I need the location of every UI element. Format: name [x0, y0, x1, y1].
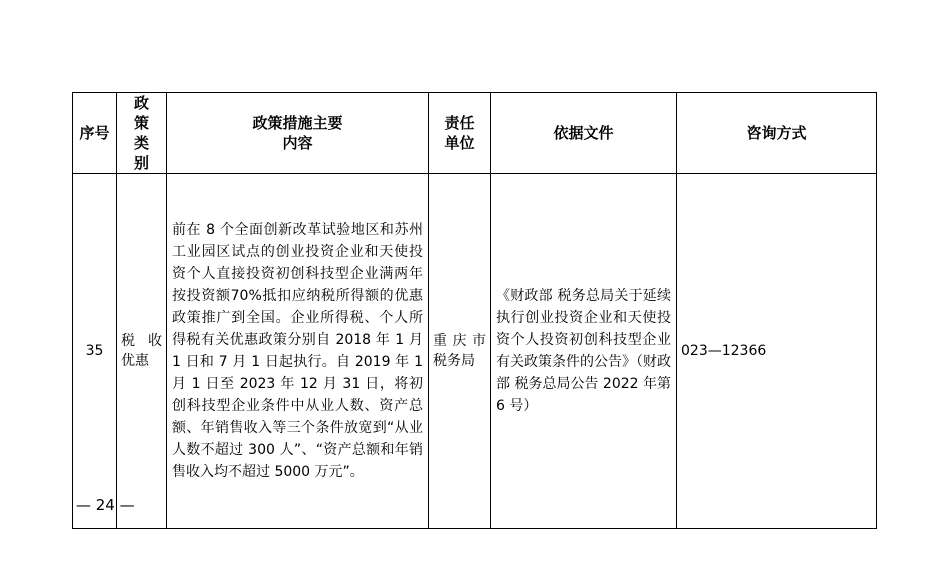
header-doc: 依据文件: [491, 93, 677, 174]
cell-contact: 023—12366: [677, 174, 877, 529]
header-content: 政策措施主要内容: [167, 93, 429, 174]
cell-content: 前在 8 个全面创新改革试验地区和苏州工业园区试点的创业投资企业和天使投资个人直接投资初创科技型企业满两年按投资额70%抵扣应纳税所得额的优惠政策推广到全国。企业所得税、个人所得税有关优惠政策分别自 2018 年 1 月 1 日和 7 月 1 日起执行。自 2019 年 1 月 1 日至 2023 年 12 月 31 日，将初创科技型企业条件中从业人数、资产总额、年销售收入等三个条件放宽到“从业人数不超过 300 人”、“资产总额和年销售收入均不超过 5000 万元”。: [167, 174, 429, 529]
cell-seq: 35: [73, 174, 117, 529]
header-dept: 责任单位: [429, 93, 491, 174]
header-category: 政策类别: [117, 93, 167, 174]
cell-dept: 重庆市税务局: [429, 174, 491, 529]
table-header-row: [73, 93, 877, 174]
header-seq: 序号: [73, 93, 117, 174]
header-contact: 咨询方式: [677, 93, 877, 174]
cell-category: 税收优惠: [117, 174, 167, 529]
cell-doc: 《财政部 税务总局关于延续执行创业投资企业和天使投资个人投资初创科技型企业有关政策条件的公告》（财政部 税务总局公告 2022 年第 6 号）: [491, 174, 677, 529]
page-number: — 24 —: [76, 496, 135, 514]
table-row: [73, 174, 877, 529]
policy-table: [72, 92, 877, 529]
